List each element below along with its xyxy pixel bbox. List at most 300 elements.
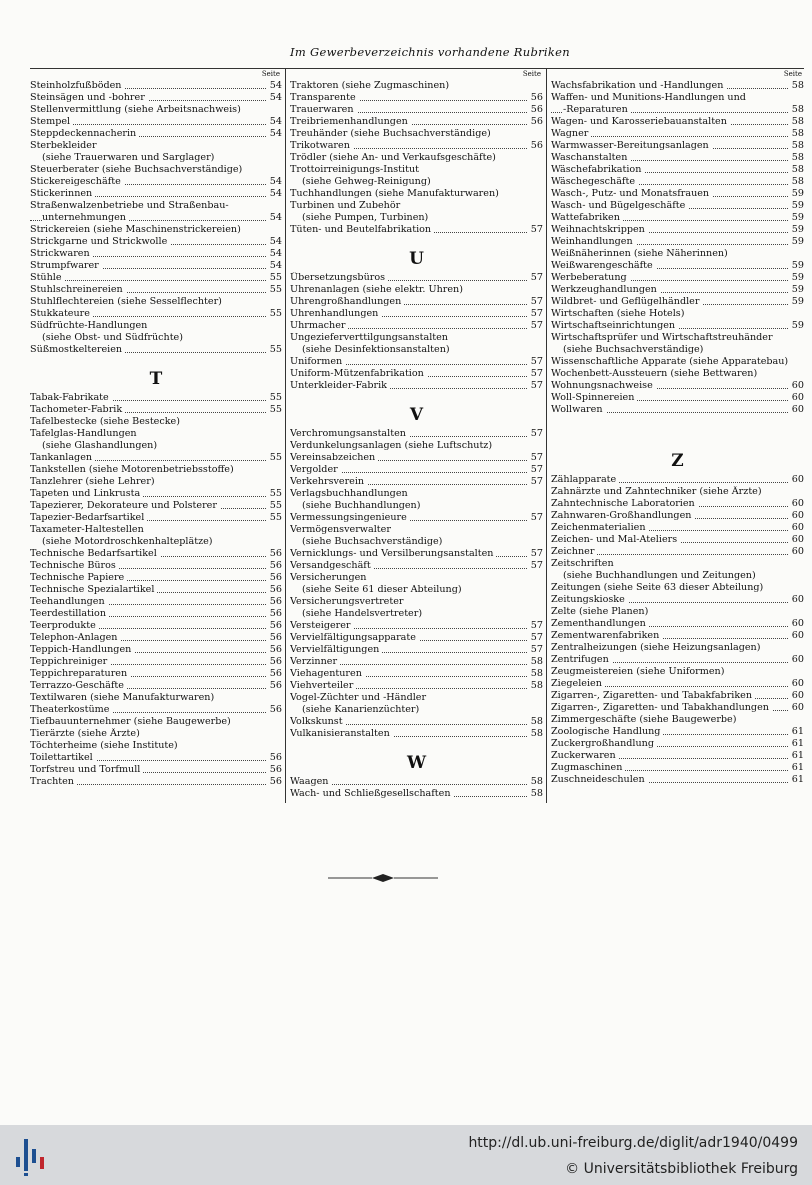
entry-page: 57 [528, 512, 543, 524]
entry-name: Zugmaschinen [551, 762, 625, 773]
entry-name: Tanzlehrer (siehe Lehrer) [30, 476, 158, 487]
entry-page: 60 [789, 702, 804, 714]
entry-name: Technische Büros [30, 560, 119, 571]
entry-page: 57 [528, 452, 543, 464]
index-entry [30, 608, 282, 620]
index-entry [290, 596, 543, 608]
entry-page: 59 [789, 200, 804, 212]
index-entry [551, 212, 804, 224]
entry-page: 54 [267, 116, 282, 128]
entry-name: Verchromungsanstalten [290, 428, 409, 439]
index-entry [30, 464, 282, 476]
entry-name: Waschanstalten [551, 152, 630, 163]
entry-name: Teppichreparaturen [30, 668, 130, 679]
entry-name: Zoologische Handlung [551, 726, 663, 737]
entry-page: 58 [789, 128, 804, 140]
entry-name: Traktoren (siehe Zugmaschinen) [290, 80, 452, 91]
entry-name: Waffen- und Munitions-Handlungen und [551, 92, 749, 103]
entry-page: 60 [789, 392, 804, 404]
entry-name: Tankanlagen [30, 452, 95, 463]
index-entry [551, 356, 804, 368]
index-entry [30, 560, 282, 572]
index-entry [290, 572, 543, 584]
entry-page: 61 [789, 774, 804, 786]
entry-name: Technische Bedarfsartikel [30, 548, 160, 559]
index-entry [290, 212, 543, 224]
entry-page: 59 [789, 212, 804, 224]
entry-name: Trödler (siehe An- und Verkaufsgeschäfte) [290, 152, 499, 163]
index-entry [290, 428, 543, 440]
entry-name: Übersetzungsbüros [290, 272, 388, 283]
entry-name: (siehe Buchsachverständige) [563, 344, 706, 355]
entry-name: Warmwasser-Bereitungsanlagen [551, 140, 712, 151]
index-entry [290, 188, 543, 200]
entry-name: Wohnungsnachweise [551, 380, 656, 391]
entry-page: 56 [267, 620, 282, 632]
index-entry [30, 500, 282, 512]
entry-name: Zuckerwaren [551, 750, 619, 761]
entry-name: Uniform-Mützenfabrikation [290, 368, 427, 379]
entry-name: Steinsägen und -bohrer [30, 92, 148, 103]
index-entry [551, 320, 804, 332]
section-gap [551, 416, 804, 448]
entry-name: Werbeberatung [551, 272, 630, 283]
entry-name: Tafelglas-Handlungen [30, 428, 140, 439]
index-entry [551, 332, 804, 344]
index-entry [290, 104, 543, 116]
index-entry [551, 762, 804, 774]
index-entry [290, 128, 543, 140]
entry-page: 57 [528, 272, 543, 284]
index-entry [30, 632, 282, 644]
entry-page: 55 [267, 404, 282, 416]
index-entry [551, 392, 804, 404]
entry-page: 60 [789, 546, 804, 558]
entry-page: 57 [528, 356, 543, 368]
entry-name: Uhrmacher [290, 320, 348, 331]
entry-page: 60 [789, 510, 804, 522]
index-entry [290, 116, 543, 128]
entry-name: (siehe Kanarienzüchter) [302, 704, 422, 715]
entry-name: Zentralheizungen (siehe Heizungsanlagen) [551, 642, 763, 653]
entry-name: Trottoirreinigungs-Institut [290, 164, 422, 175]
entry-name: Steinholzfußböden [30, 80, 124, 91]
entry-page: 57 [528, 632, 543, 644]
footer-copyright: © Universitätsbibliothek Freiburg [565, 1161, 798, 1177]
page-label: Seite [783, 70, 802, 78]
index-entry [30, 752, 282, 764]
entry-page: 56 [267, 752, 282, 764]
entry-page: 59 [789, 272, 804, 284]
entry-page: 58 [789, 140, 804, 152]
index-entry [551, 296, 804, 308]
entry-name: Vernicklungs- und Versilberungsanstalten [290, 548, 496, 559]
entry-name: Wachsfabrikation und -Handlungen [551, 80, 726, 91]
entry-page: 60 [789, 498, 804, 510]
page-header: Im Gewerbeverzeichnis vorhandene Rubriken [290, 45, 570, 59]
index-entry [290, 332, 543, 344]
entry-page: 55 [267, 512, 282, 524]
index-entry [290, 368, 543, 380]
index-entry [30, 260, 282, 272]
index-entry [290, 452, 543, 464]
index-entry [290, 380, 543, 392]
entry-page: 58 [528, 788, 543, 800]
index-entry [30, 224, 282, 236]
index-entry [290, 776, 543, 788]
entry-name: Volkskunst [290, 716, 346, 727]
index-entry [30, 164, 282, 176]
entry-page: 59 [789, 188, 804, 200]
entry-name: Tafelbestecke (siehe Bestecke) [30, 416, 183, 427]
entry-name: Steuerberater (siehe Buchsachverständige) [30, 164, 245, 175]
entry-name: Wäschefabrikation [551, 164, 644, 175]
index-entry [30, 284, 282, 296]
entry-name: Töchterheime (siehe Institute) [30, 740, 181, 751]
entry-page: 58 [528, 680, 543, 692]
index-entry [290, 356, 543, 368]
index-entry [290, 476, 543, 488]
entry-page: 59 [789, 296, 804, 308]
entry-name: Weihnachtskrippen [551, 224, 648, 235]
entry-page: 56 [267, 584, 282, 596]
entry-name: Zeugmeistereien (siehe Uniformen) [551, 666, 727, 677]
entry-page: 54 [267, 128, 282, 140]
entry-name: (siehe Buchhandlungen und Zeitungen) [563, 570, 759, 581]
index-entry [551, 380, 804, 392]
entry-name: (siehe Obst- und Südfrüchte) [42, 332, 186, 343]
entry-name: Teerdestillation [30, 608, 109, 619]
index-entry [551, 344, 804, 356]
index-entry [551, 224, 804, 236]
section-gap [30, 356, 282, 366]
index-entry [551, 606, 804, 618]
entry-name: Wollwaren [551, 404, 606, 415]
entry-page: 60 [789, 474, 804, 486]
entry-page: 57 [528, 428, 543, 440]
entry-name: Vervielfältigungsapparate [290, 632, 419, 643]
entry-name: Wach- und Schließgesellschaften [290, 788, 454, 799]
entry-page: 56 [528, 116, 543, 128]
entry-name: Zeichner [551, 546, 597, 557]
entry-page: 55 [267, 392, 282, 404]
entry-page: 58 [528, 668, 543, 680]
entry-name: Ziegeleien [551, 678, 605, 689]
entry-name: Tüten- und Beutelfabrikation [290, 224, 434, 235]
index-entry [30, 272, 282, 284]
index-entry [551, 140, 804, 152]
entry-page: 56 [528, 140, 543, 152]
index-entry [30, 656, 282, 668]
index-entry [290, 284, 543, 296]
index-entry [551, 678, 804, 690]
index-entry [30, 344, 282, 356]
section-letter: V [409, 405, 424, 425]
entry-page: 54 [267, 188, 282, 200]
entry-name: Trikotwaren [290, 140, 353, 151]
entry-name: Tankstellen (siehe Motorenbetriebsstoffe) [30, 464, 237, 475]
entry-name: Stuhlschreinereien [30, 284, 126, 295]
entry-page: 56 [267, 560, 282, 572]
entry-page: 57 [528, 476, 543, 488]
entry-name: Wasch-, Putz- und Monatsfrauen [551, 188, 712, 199]
entry-name: Sterbekleider [30, 140, 100, 151]
entry-name: Toilettartikel [30, 752, 96, 763]
entry-name: Versandgeschäft [290, 560, 374, 571]
entry-page: 60 [789, 404, 804, 416]
entry-page: 58 [789, 116, 804, 128]
index-entry [30, 80, 282, 92]
index-entry [290, 152, 543, 164]
entry-name: Uhrengroßhandlungen [290, 296, 404, 307]
entry-name: Strumpfwarer [30, 260, 102, 271]
index-entry [30, 428, 282, 440]
index-entry [30, 200, 282, 212]
entry-page: 61 [789, 738, 804, 750]
entry-name: Verlagsbuchhandlungen [290, 488, 411, 499]
entry-page: 58 [789, 164, 804, 176]
entry-page: 56 [267, 608, 282, 620]
index-entry [551, 702, 804, 714]
entry-name: Tapezier-Bedarfsartikel [30, 512, 147, 523]
entry-name: Waagen [290, 776, 331, 787]
entry-page: 56 [267, 656, 282, 668]
entry-page: 56 [528, 92, 543, 104]
entry-page: 54 [267, 248, 282, 260]
index-entry [30, 596, 282, 608]
entry-page: 55 [267, 308, 282, 320]
index-entry [30, 440, 282, 452]
entry-name: Versicherungsvertreter [290, 596, 406, 607]
column-middle [290, 68, 543, 800]
index-entry [290, 176, 543, 188]
index-entry [30, 716, 282, 728]
index-entry [30, 104, 282, 116]
index-entry [30, 128, 282, 140]
entry-name: Stempel [30, 116, 73, 127]
entry-name: Zeitschriften [551, 558, 617, 569]
index-entry [551, 618, 804, 630]
entry-page: 59 [789, 224, 804, 236]
entry-name: Zahntechnische Laboratorien [551, 498, 698, 509]
index-entry [30, 152, 282, 164]
entry-name: (siehe Seite 61 dieser Abteilung) [302, 584, 465, 595]
entry-page: 58 [789, 176, 804, 188]
entry-name: Versicherungen [290, 572, 369, 583]
index-entry [551, 594, 804, 606]
index-entry [551, 570, 804, 582]
index-entry [30, 692, 282, 704]
entry-name: Tachometer-Fabrik [30, 404, 125, 415]
index-entry [551, 510, 804, 522]
index-entry [290, 632, 543, 644]
entry-page: 56 [528, 104, 543, 116]
entry-name: Zigarren-, Zigaretten- und Tabakfabriken [551, 690, 755, 701]
index-entry [290, 272, 543, 284]
index-entry [290, 548, 543, 560]
entry-page: 55 [267, 452, 282, 464]
entry-name: Uniformen [290, 356, 345, 367]
index-entry [290, 344, 543, 356]
entry-page: 56 [267, 680, 282, 692]
entry-page: 58 [528, 656, 543, 668]
index-entry [30, 536, 282, 548]
entry-name: Weißnäherinnen (siehe Näherinnen) [551, 248, 731, 259]
entry-name: Stickerinnen [30, 188, 95, 199]
index-entry [30, 308, 282, 320]
index-entry [290, 80, 543, 92]
entry-name: Vulkanisieranstalten [290, 728, 393, 739]
entry-page: 54 [267, 176, 282, 188]
index-entry [30, 704, 282, 716]
entry-page: 56 [267, 668, 282, 680]
entry-page: 60 [789, 522, 804, 534]
index-entry [30, 728, 282, 740]
index-entry [551, 522, 804, 534]
entry-name: Straßenwalzenbetriebe und Straßenbau- [30, 200, 232, 211]
index-entry [30, 488, 282, 500]
entry-name: Südfrüchte-Handlungen [30, 320, 150, 331]
entry-name: Stühle [30, 272, 65, 283]
page-label: Seite [261, 70, 280, 78]
entry-name: Süßmostkeltereien [30, 344, 125, 355]
section-letter: W [406, 753, 427, 773]
entry-name: Teehandlungen [30, 596, 108, 607]
entry-page: 54 [267, 92, 282, 104]
index-entry [551, 260, 804, 272]
index-entry [290, 716, 543, 728]
entry-name: Vergolder [290, 464, 341, 475]
index-entry [551, 128, 804, 140]
index-entry [290, 524, 543, 536]
entry-page: 58 [528, 776, 543, 788]
entry-name: Ungezieferverttilgungsanstalten [290, 332, 451, 343]
entry-name: Vermögensverwalter [290, 524, 394, 535]
entry-page: 56 [267, 572, 282, 584]
entry-page: 60 [789, 594, 804, 606]
entry-page: 55 [267, 488, 282, 500]
entry-page: 58 [789, 104, 804, 116]
index-entry [551, 164, 804, 176]
index-entry [551, 188, 804, 200]
index-entry [30, 404, 282, 416]
entry-name: (siehe Gehweg-Reinigung) [302, 176, 434, 187]
entry-name: Stellenvermittlung (siehe Arbeitsnachweis) [30, 104, 244, 115]
entry-page: 57 [528, 464, 543, 476]
entry-page: 58 [528, 728, 543, 740]
entry-name: Treibriemenhandlungen [290, 116, 411, 127]
entry-page: 56 [267, 704, 282, 716]
entry-name: Zeichen- und Mal-Ateliers [551, 534, 680, 545]
entry-page: 60 [789, 618, 804, 630]
entry-name: Zeitungskioske [551, 594, 628, 605]
section-letter: Z [671, 451, 684, 471]
entry-page: 58 [789, 152, 804, 164]
index-entry [551, 714, 804, 726]
index-entry [290, 308, 543, 320]
index-entry [551, 498, 804, 510]
index-entry [290, 692, 543, 704]
entry-name: Strickereien (siehe Maschinenstrickereien) [30, 224, 244, 235]
footer-url-link[interactable]: http://dl.ub.uni-freiburg.de/diglit/adr1940/0499 [468, 1135, 798, 1151]
entry-name: Telephon-Anlagen [30, 632, 121, 643]
entry-name: Verkehrsverein [290, 476, 367, 487]
entry-name: Stukkateure [30, 308, 93, 319]
entry-page: 56 [267, 632, 282, 644]
entry-page: 56 [267, 548, 282, 560]
entry-page: 54 [267, 236, 282, 248]
index-entry [290, 620, 543, 632]
index-entry [551, 666, 804, 678]
entry-name: Wirtschaftsprüfer und Wirtschaftstreuhänder [551, 332, 776, 343]
entry-page: 60 [789, 630, 804, 642]
index-entry [30, 452, 282, 464]
footer-bar [0, 1125, 812, 1185]
index-entry [30, 584, 282, 596]
index-entry [30, 740, 282, 752]
index-entry [30, 236, 282, 248]
entry-page: 54 [267, 212, 282, 224]
entry-name: (siehe Buchhandlungen) [302, 500, 423, 511]
entry-name: Zahnwaren-Großhandlungen [551, 510, 694, 521]
entry-name: Vogel-Züchter und -Händler [290, 692, 429, 703]
index-entry [551, 284, 804, 296]
index-entry [551, 272, 804, 284]
index-entry [30, 140, 282, 152]
entry-page: 57 [528, 644, 543, 656]
entry-name: Turbinen und Zubehör [290, 200, 403, 211]
entry-name: Tierärzte (siehe Ärzte) [30, 728, 143, 739]
entry-name: Technische Spezialartikel [30, 584, 157, 595]
leader-dots [30, 280, 282, 281]
entry-name: Strickgarne und Strickwolle [30, 236, 170, 247]
index-entry [290, 512, 543, 524]
index-entry [551, 486, 804, 498]
entry-name: Wäschegeschäfte [551, 176, 638, 187]
index-entry [30, 116, 282, 128]
entry-name: (siehe Desinfektionsanstalten) [302, 344, 453, 355]
entry-name: Versteigerer [290, 620, 354, 631]
entry-name: Zeichenmaterialien [551, 522, 649, 533]
index-entry [551, 248, 804, 260]
index-entry [290, 728, 543, 740]
entry-name: Theaterkostüme [30, 704, 112, 715]
entry-page: 60 [789, 534, 804, 546]
entry-page: 60 [789, 654, 804, 666]
index-entry [290, 536, 543, 548]
entry-name: Verdunkelungsanlagen (siehe Luftschutz) [290, 440, 495, 451]
index-entry [30, 668, 282, 680]
column-divider-right [546, 68, 547, 803]
index-entry [290, 656, 543, 668]
entry-name: Teppichreiniger [30, 656, 110, 667]
entry-name: Zigarren-, Zigaretten- und Tabakhandlungen [551, 702, 772, 713]
index-entry [551, 116, 804, 128]
index-entry [290, 92, 543, 104]
entry-name: Torfstreu und Torfmull [30, 764, 143, 775]
index-entry [290, 680, 543, 692]
entry-name: Zelte (siehe Planen) [551, 606, 651, 617]
index-entry [551, 404, 804, 416]
entry-page: 55 [267, 500, 282, 512]
index-entry [30, 764, 282, 776]
entry-name: Steppdeckennacherin [30, 128, 139, 139]
entry-page: 57 [528, 308, 543, 320]
ornament-divider [328, 872, 438, 884]
index-entry [30, 680, 282, 692]
entry-name: Woll-Spinnereien [551, 392, 637, 403]
entry-name: Zuschneideschulen [551, 774, 648, 785]
